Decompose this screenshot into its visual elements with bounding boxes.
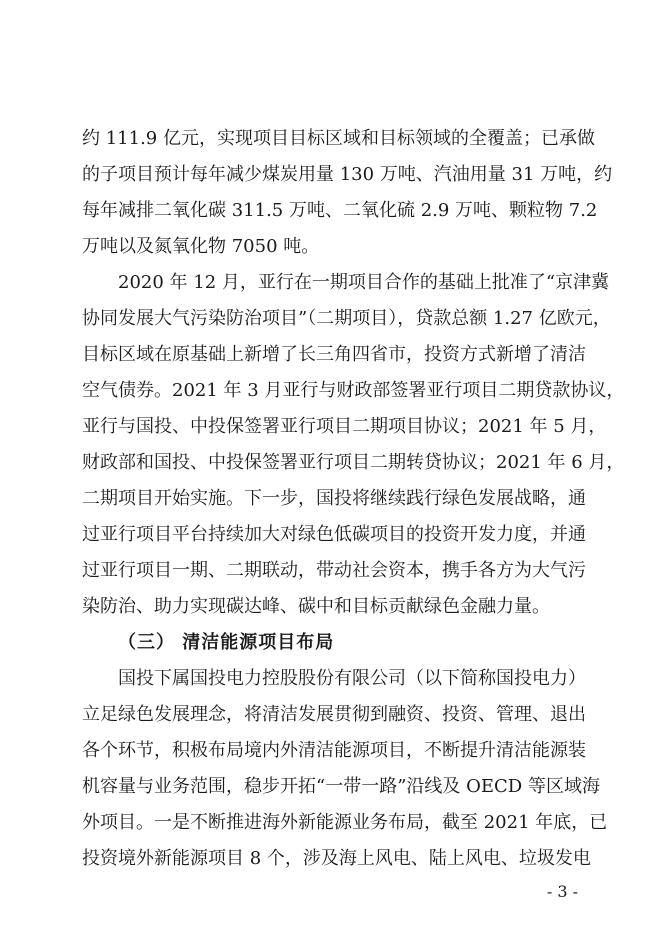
page-number: - 3 - bbox=[546, 882, 578, 901]
paragraph-2-line-4: 空气债券。2021 年 3 月亚行与财政部签署亚行项目二期贷款协议， bbox=[82, 380, 625, 401]
paragraph-3-line-6: 投资境外新能源项目 8 个，涉及海上风电、陆上风电、垃圾发电 bbox=[82, 848, 591, 869]
paragraph-2-line-3: 目标区域在原基础上新增了长三角四省市，投资方式新增了清洁 bbox=[82, 344, 586, 365]
paragraph-2-line-1: 2020 年 12 月，亚行在一期项目合作的基础上批准了“京津冀 bbox=[118, 272, 610, 293]
paragraph-3-line-1: 国投下属国投电力控股股份有限公司（以下简称国投电力） bbox=[118, 668, 586, 689]
paragraph-1-line-3: 每年减排二氧化碳 311.5 万吨、二氧化硫 2.9 万吨、颗粒物 7.2 bbox=[82, 200, 598, 221]
paragraph-3-line-3: 各个环节，积极布局境内外清洁能源项目，不断提升清洁能源装 bbox=[82, 740, 586, 761]
paragraph-1-line-4: 万吨以及氮氧化物 7050 吨。 bbox=[82, 236, 320, 257]
paragraph-2-line-5: 亚行与国投、中投保签署亚行项目二期项目协议；2021 年 5 月， bbox=[82, 416, 607, 437]
paragraph-2-line-6: 财政部和国投、中投保签署亚行项目二期转贷协议；2021 年 6 月， bbox=[82, 452, 625, 473]
paragraph-2-line-2: 协同发展大气污染防治项目”（二期项目），贷款总额 1.27 亿欧元， bbox=[82, 308, 611, 329]
section-heading: （三） 清洁能源项目布局 bbox=[118, 632, 335, 653]
paragraph-2-line-9: 过亚行项目一期、二期联动，带动社会资本，携手各方为大气污 bbox=[82, 560, 586, 581]
paragraph-1-line-1: 约 111.9 亿元，实现项目目标区域和目标领域的全覆盖；已承做 bbox=[82, 128, 595, 149]
paragraph-1-line-2: 的子项目预计每年减少煤炭用量 130 万吨、汽油用量 31 万吨，约 bbox=[82, 164, 613, 185]
paragraph-2-line-10: 染防治、助力实现碳达峰、碳中和目标贡献绿色金融力量。 bbox=[82, 596, 550, 617]
paragraph-2-line-7: 二期项目开始实施。下一步，国投将继续践行绿色发展战略，通 bbox=[82, 488, 586, 509]
paragraph-3-line-5: 外项目。一是不断推进海外新能源业务布局，截至 2021 年底，已 bbox=[82, 812, 608, 833]
paragraph-2-line-8: 过亚行项目平台持续加大对绿色低碳项目的投资开发力度，并通 bbox=[82, 524, 586, 545]
paragraph-3-line-4: 机容量与业务范围，稳步开拓“一带一路”沿线及 OECD 等区域海 bbox=[82, 776, 600, 797]
paragraph-3-line-2: 立足绿色发展理念，将清洁发展贯彻到融资、投资、管理、退出 bbox=[82, 704, 586, 725]
